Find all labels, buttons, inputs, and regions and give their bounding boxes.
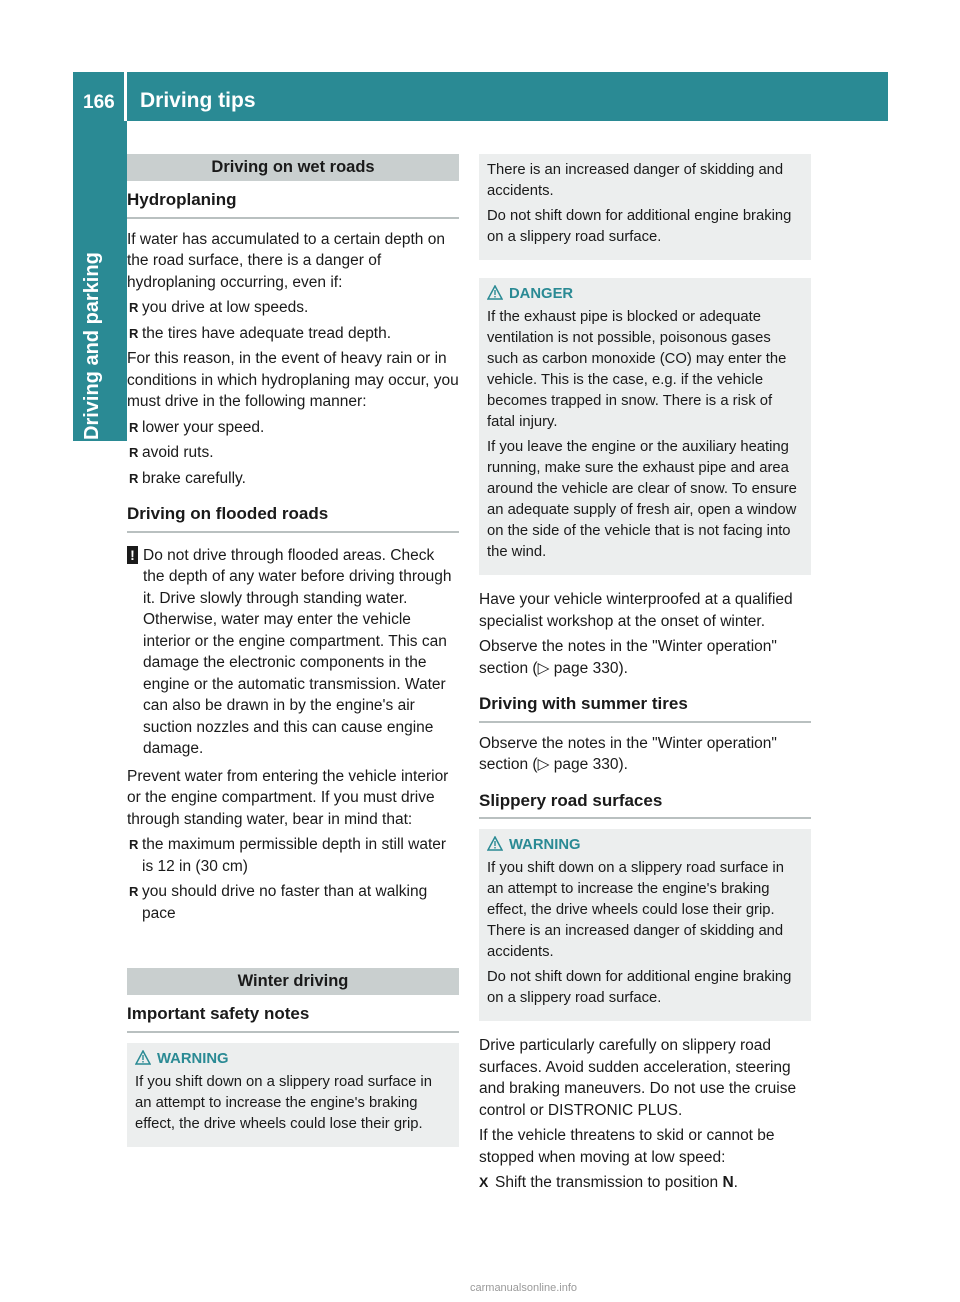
warning-label: WARNING	[509, 837, 581, 853]
section-heading-wet-roads: Driving on wet roads	[127, 154, 459, 181]
warning-box-continued	[479, 154, 811, 260]
subheading-hydroplaning: Hydroplaning	[127, 189, 459, 219]
danger-label: DANGER	[509, 286, 574, 302]
warning-text: Do not shift down for additional engine braking on a slippery road surface.	[487, 208, 792, 245]
list-item: R you drive at low speeds.	[127, 297, 459, 319]
paragraph: If the vehicle threatens to skid or cannot be stopped when moving at low speed:	[479, 1127, 775, 1166]
list-item: R brake carefully.	[127, 468, 459, 490]
warning-triangle-icon	[487, 285, 503, 300]
danger-box	[479, 278, 811, 575]
page-title: Driving tips	[140, 89, 256, 112]
subheading-safety-notes: Important safety notes	[127, 1003, 459, 1033]
notice-text: Do not drive through flooded areas. Check the depth of any water before driving through it. Drive slowly through standing water. Otherwise, water may enter the vehicle interior or the engine compartment. This can damage the electronic components in the engine or the automatic transmission. Water can also be drawn in by the engine's air suction nozzles and this can cause engine damage.	[143, 546, 452, 757]
section-heading-winter: Winter driving	[127, 968, 459, 995]
list-item: R the maximum permissible depth in still water is 12 in (30 cm)	[127, 834, 459, 877]
side-tab-label: Driving and parking	[81, 252, 103, 440]
subheading-summer-tires: Driving with summer tires	[479, 693, 811, 723]
list-item: R you should drive no faster than at walking pace	[127, 881, 459, 924]
page-number: 166	[83, 92, 115, 113]
warning-text: If you shift down on a slippery road surface in an attempt to increase the engine's braking effect, the drive wheels could lose their grip. There is an increased danger of skidding and accidents.	[487, 860, 784, 960]
step-position: N	[722, 1174, 734, 1191]
warning-triangle-icon	[487, 836, 503, 851]
right-column	[479, 154, 811, 1194]
instruction-step	[479, 1172, 811, 1194]
list-item: R lower your speed.	[127, 417, 459, 439]
warning-heading	[135, 1049, 451, 1070]
notice-flooded	[127, 545, 459, 760]
danger-text: If the exhaust pipe is blocked or adequate ventilation is not possible, poisonous gases such as carbon monoxide (CO) may enter the vehicle. This is the case, e.g. if the vehicle becomes trapped in snow. There is a risk of fatal injury.	[487, 309, 787, 430]
paragraph: If water has accumulated to a certain depth on the road surface, there is a danger of hydroplaning occurring, even if:	[127, 230, 445, 291]
step-end: .	[733, 1174, 738, 1191]
paragraph: Drive particularly carefully on slippery road surfaces. Avoid sudden acceleration, steering and braking maneuvers. Do not use the cruise control or DISTRONIC PLUS.	[479, 1037, 797, 1119]
warning-text: Do not shift down for additional engine braking on a slippery road surface.	[487, 969, 792, 1006]
subheading-slippery-roads: Slippery road surfaces	[479, 790, 811, 820]
header-divider	[124, 72, 127, 121]
warning-box	[127, 1043, 459, 1147]
watermark: carmanualsonline.info	[470, 1282, 578, 1294]
warning-text: If you shift down on a slippery road surface in an attempt to increase the engine's braking effect, the drive wheels could lose their grip.	[135, 1073, 432, 1132]
warning-heading	[487, 835, 803, 856]
paragraph: Prevent water from entering the vehicle interior or the engine compartment. If you must drive through standing water, bear in mind that:	[127, 767, 449, 828]
danger-text: If you leave the engine or the auxiliary heating running, make sure the exhaust pipe and area around the vehicle are clear of snow. To ensure an adequate supply of fresh air, open a window on the side of the vehicle that is not facing into the wind.	[487, 439, 797, 560]
warning-box	[479, 829, 811, 1021]
list-item: R avoid ruts.	[127, 442, 459, 464]
list-item: R the tires have adequate tread depth.	[127, 323, 459, 345]
warning-label: WARNING	[157, 1050, 229, 1067]
warning-triangle-icon	[135, 1050, 151, 1065]
paragraph: Have your vehicle winterproofed at a qualified specialist workshop at the onset of winter.	[479, 591, 793, 630]
paragraph: For this reason, in the event of heavy rain or in conditions in which hydroplaning may occur, you must drive in the following manner:	[127, 350, 459, 410]
danger-heading	[487, 284, 803, 305]
step-text: Shift the transmission to position	[495, 1174, 723, 1191]
warning-text: There is an increased danger of skidding and accidents.	[487, 162, 784, 199]
exclamation-icon: !	[127, 546, 138, 564]
subheading-flooded-roads: Driving on flooded roads	[127, 503, 459, 533]
paragraph: Observe the notes in the "Winter operation" section (▷ page 330).	[479, 638, 777, 677]
paragraph: Observe the notes in the "Winter operation" section (▷ page 330).	[479, 734, 777, 773]
left-column	[127, 154, 459, 1161]
